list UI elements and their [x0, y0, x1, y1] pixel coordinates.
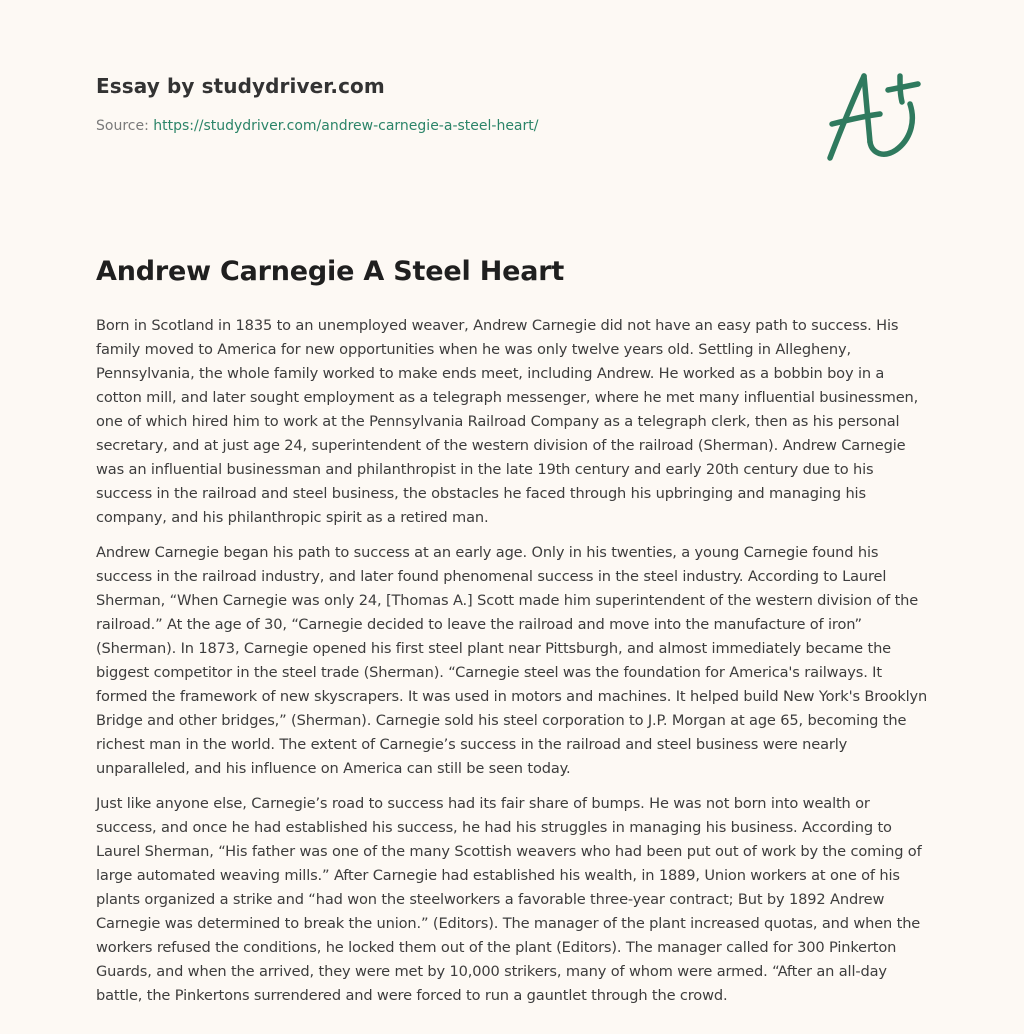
essay-paragraph-2: Andrew Carnegie began his path to success at an early age. Only in his twenties, a young Carnegie found his success in the railroad industry, and later found phenomenal success in the steel industry. According to Laurel Sherman, “When Carnegie was only 24, [Thomas A.] Scott made him superintendent of the western division of the railroad.” At the age of 30, “Carnegie decided to leave the railroad and move into the manufacture of iron” (Sherman). In 1873, Carnegie opened his first steel plant near Pittsburgh, and almost immediately became the biggest competitor in the steel trade (Sherman). “Carnegie steel was the foundation for America's railways. It formed the framework of new skyscrapers. It was used in motors and machines. It helped build New York's Brooklyn Bridge and other bridges,” (Sherman). Carnegie sold his steel corporation to J.P. Morgan at age 65, becoming the richest man in the world. The extent of Carnegie’s success in the railroad and steel business were nearly unparalleled, and his influence on America can still be seen today. — [96, 544, 928, 777]
site-title: Essay by studydriver.com — [96, 74, 385, 98]
a-plus-grade-icon — [818, 62, 930, 166]
essay-paragraph-3: Just like anyone else, Carnegie’s road to success had its fair share of bumps. He was not born into wealth or success, and once he had established his success, he had his struggles in managing his business. According to Laurel Sherman, “His father was one of the many Scottish weavers who had been put out of work by the coming of large automated weaving mills.” After Carnegie had established his wealth, in 1889, Union workers at one of his plants organized a strike and “had won the steelworkers a favorable three-year contract; But by 1892 Andrew Carnegie was determined to break the union.” (Editors). The manager of the plant increased quotas, and when the workers refused the conditions, he locked them out of the plant (Editors). The manager called for 300 Pinkerton Guards, and when the arrived, they were met by 10,000 strikers, many of whom were armed. “After an all-day battle, the Pinkertons surrendered and were forced to run a gauntlet through the crowd. — [96, 795, 922, 1004]
source-link[interactable]: https://studydriver.com/andrew-carnegie-a-steel-heart/ — [153, 118, 539, 134]
page-header — [96, 74, 796, 134]
essay-title: Andrew Carnegie A Steel Heart — [96, 256, 565, 287]
essay-paragraph-1: Born in Scotland in 1835 to an unemployed weaver, Andrew Carnegie did not have an easy path to success. His family moved to America for new opportunities when he was only twelve years old. Settling in Allegheny, Pennsylvania, the whole family worked to make ends meet, including Andrew. He worked as a bobbin boy in a cotton mill, and later sought employment as a telegraph messenger, where he met many influential businessmen, one of which hired him to work at the Pennsylvania Railroad Company as a telegraph clerk, then as his personal secretary, and at just age 24, superintendent of the western division of the railroad (Sherman). Andrew Carnegie was an influential businessman and philanthropist in the late 19th century and early 20th century due to his success in the railroad and steel business, the obstacles he faced through his upbringing and managing his company, and his philanthropic spirit as a retired man. — [96, 317, 919, 526]
source-line — [96, 118, 796, 134]
source-label: Source: — [96, 118, 149, 134]
essay-body — [96, 314, 932, 1019]
